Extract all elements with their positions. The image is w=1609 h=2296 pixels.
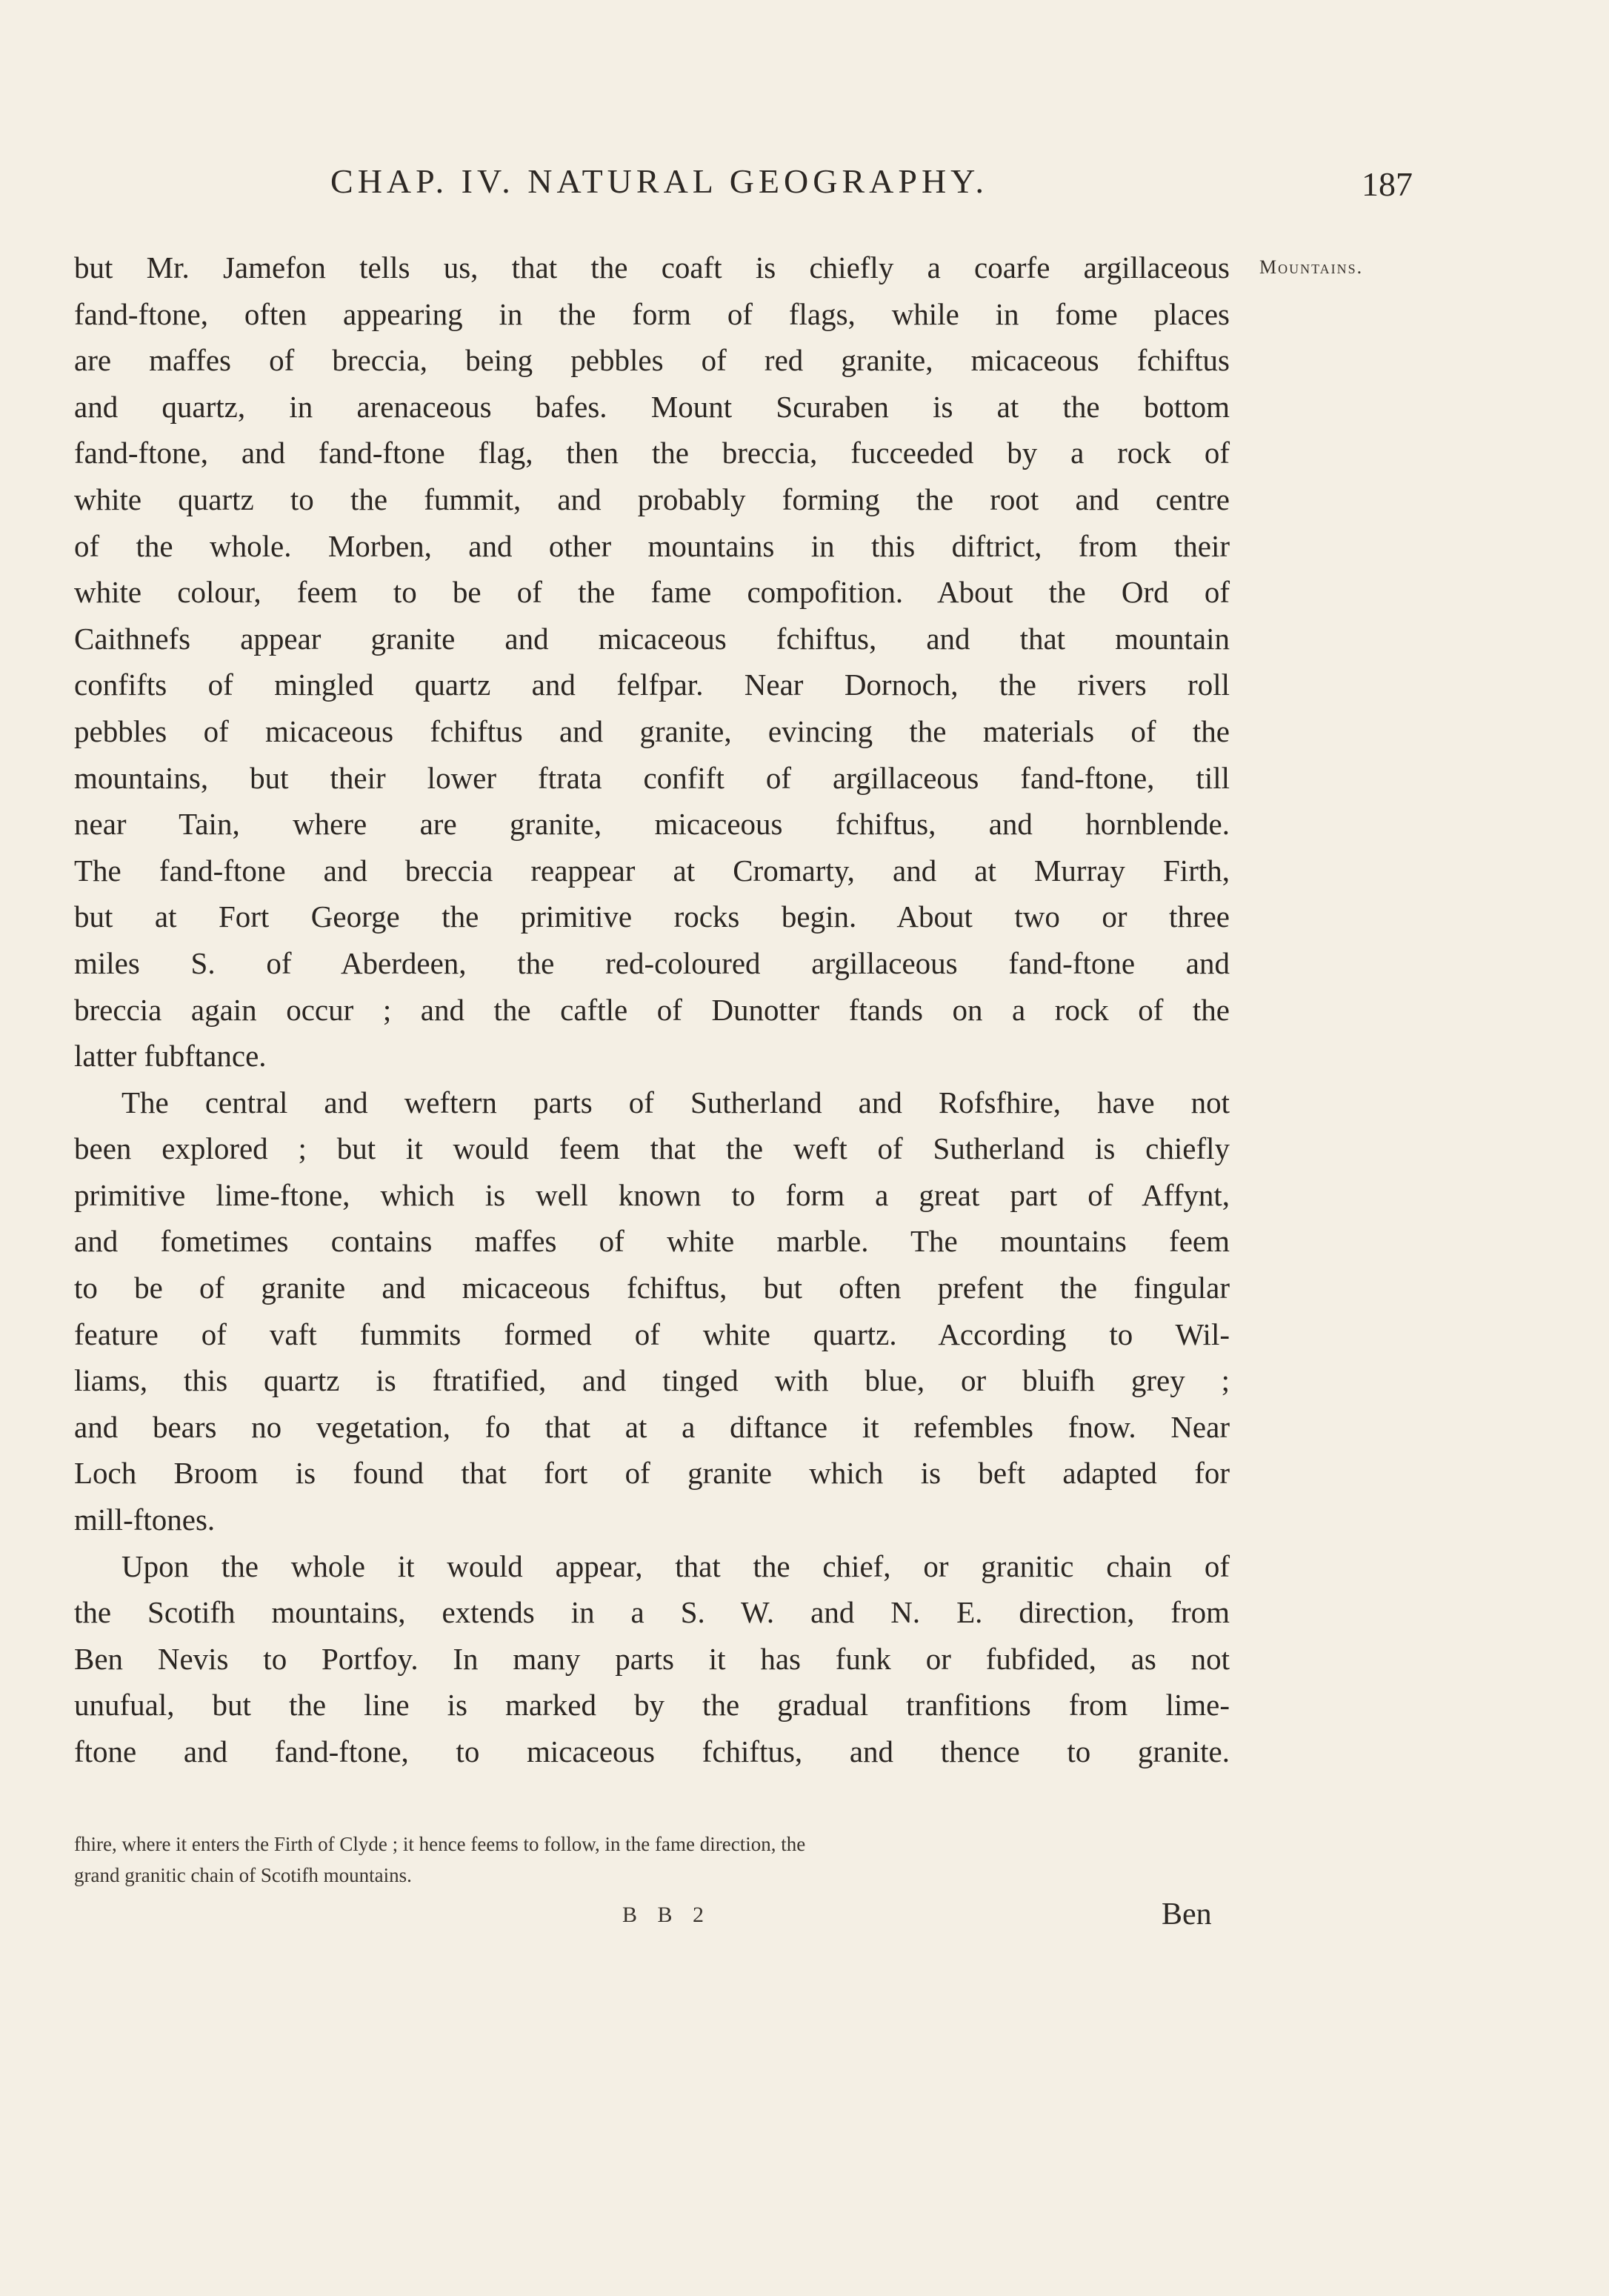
running-title: CHAP. IV. NATURAL GEOGRAPHY. <box>330 162 988 200</box>
paragraph <box>74 1543 1230 1775</box>
text-line: but at Fort George the primitive rocks begin. About two or three <box>74 899 1230 934</box>
margin-note: Mountains. <box>1259 256 1364 278</box>
text-line: of the whole. Morben, and other mountains in this diftrict, from their <box>74 528 1230 563</box>
footnote-line: fhire, where it enters the Firth of Clyde ; it hence feems to follow, in the fame direction, the <box>74 1833 806 1855</box>
text-line: feature of vaft fummits formed of white quartz. According to Wil- <box>74 1317 1230 1351</box>
text-line: miles S. of Aberdeen, the red-coloured argillaceous fand-ftone and <box>74 945 1230 980</box>
text-line: white quartz to the fummit, and probably forming the root and centre <box>74 482 1230 516</box>
text-line: Caithnefs appear granite and micaceous fchiftus, and that mountain <box>74 621 1230 656</box>
text-line: and bears no vegetation, fo that at a diftance it refembles fnow. Near <box>74 1409 1230 1444</box>
text-line: The fand-ftone and breccia reappear at Cromarty, and at Murray Firth, <box>74 853 1230 888</box>
text-line: the Scotifh mountains, extends in a S. W. and N. E. direction, from <box>74 1595 1230 1630</box>
page-number: 187 <box>1362 165 1413 203</box>
text-line: and quartz, in arenaceous bafes. Mount Scuraben is at the bottom <box>74 389 1230 424</box>
paragraph <box>74 1079 1230 1543</box>
text-line: been explored ; but it would feem that the weft of Sutherland is chiefly <box>74 1131 1230 1166</box>
text-line: Loch Broom is found that fort of granite which is beft adapted for <box>74 1456 1230 1491</box>
catchword: Ben <box>1162 1897 1212 1931</box>
text-line: breccia again occur ; and the caftle of Dunotter ftands on a rock of the <box>74 992 1230 1027</box>
text-line: Upon the whole it would appear, that the chief, or granitic chain of <box>121 1548 1230 1583</box>
text-line: latter fubftance. <box>74 1039 267 1074</box>
footnote <box>74 1829 1230 1891</box>
body-text <box>74 244 1230 1775</box>
text-line: primitive lime-ftone, which is well known to form a great part of Affynt, <box>74 1177 1230 1212</box>
paragraph <box>74 244 1230 1079</box>
text-line: near Tain, where are granite, micaceous fchiftus, and hornblende. <box>74 807 1230 842</box>
text-line: unufual, but the line is marked by the gradual tranfitions from lime- <box>74 1688 1230 1723</box>
text-line: liams, this quartz is ftratified, and tinged with blue, or bluifh grey ; <box>74 1363 1230 1398</box>
text-line: white colour, feem to be of the fame compofition. About the Ord of <box>74 575 1230 610</box>
text-line: pebbles of micaceous fchiftus and granite, evincing the materials of the <box>74 713 1230 748</box>
text-line: and fometimes contains maffes of white marble. The mountains feem <box>74 1224 1230 1259</box>
text-line: mountains, but their lower ftrata confift of argillaceous fand-ftone, till <box>74 760 1230 795</box>
text-line: fand-ftone, often appearing in the form of flags, while in fome places <box>74 296 1230 331</box>
signature-mark: B B 2 <box>622 1903 712 1927</box>
text-line: mill-ftones. <box>74 1503 216 1537</box>
text-line: to be of granite and micaceous fchiftus, but often prefent the fingular <box>74 1271 1230 1305</box>
footnote-line: grand granitic chain of Scotifh mountains. <box>74 1864 412 1886</box>
text-line: confifts of mingled quartz and felfpar. Near Dornoch, the rivers roll <box>74 668 1230 702</box>
text-line: are maffes of breccia, being pebbles of red granite, micaceous fchiftus <box>74 343 1230 378</box>
text-line: Ben Nevis to Portfoy. In many parts it has funk or fubfided, as not <box>74 1641 1230 1676</box>
text-line: but Mr. Jamefon tells us, that the coaft is chiefly a coarfe argillaceous <box>74 250 1230 284</box>
text-line: The central and weftern parts of Sutherland and Rofsfhire, have not <box>121 1085 1230 1119</box>
text-line: fand-ftone, and fand-ftone flag, then the breccia, fucceeded by a rock of <box>74 436 1230 470</box>
text-line: ftone and fand-ftone, to micaceous fchiftus, and thence to granite. <box>74 1734 1230 1768</box>
